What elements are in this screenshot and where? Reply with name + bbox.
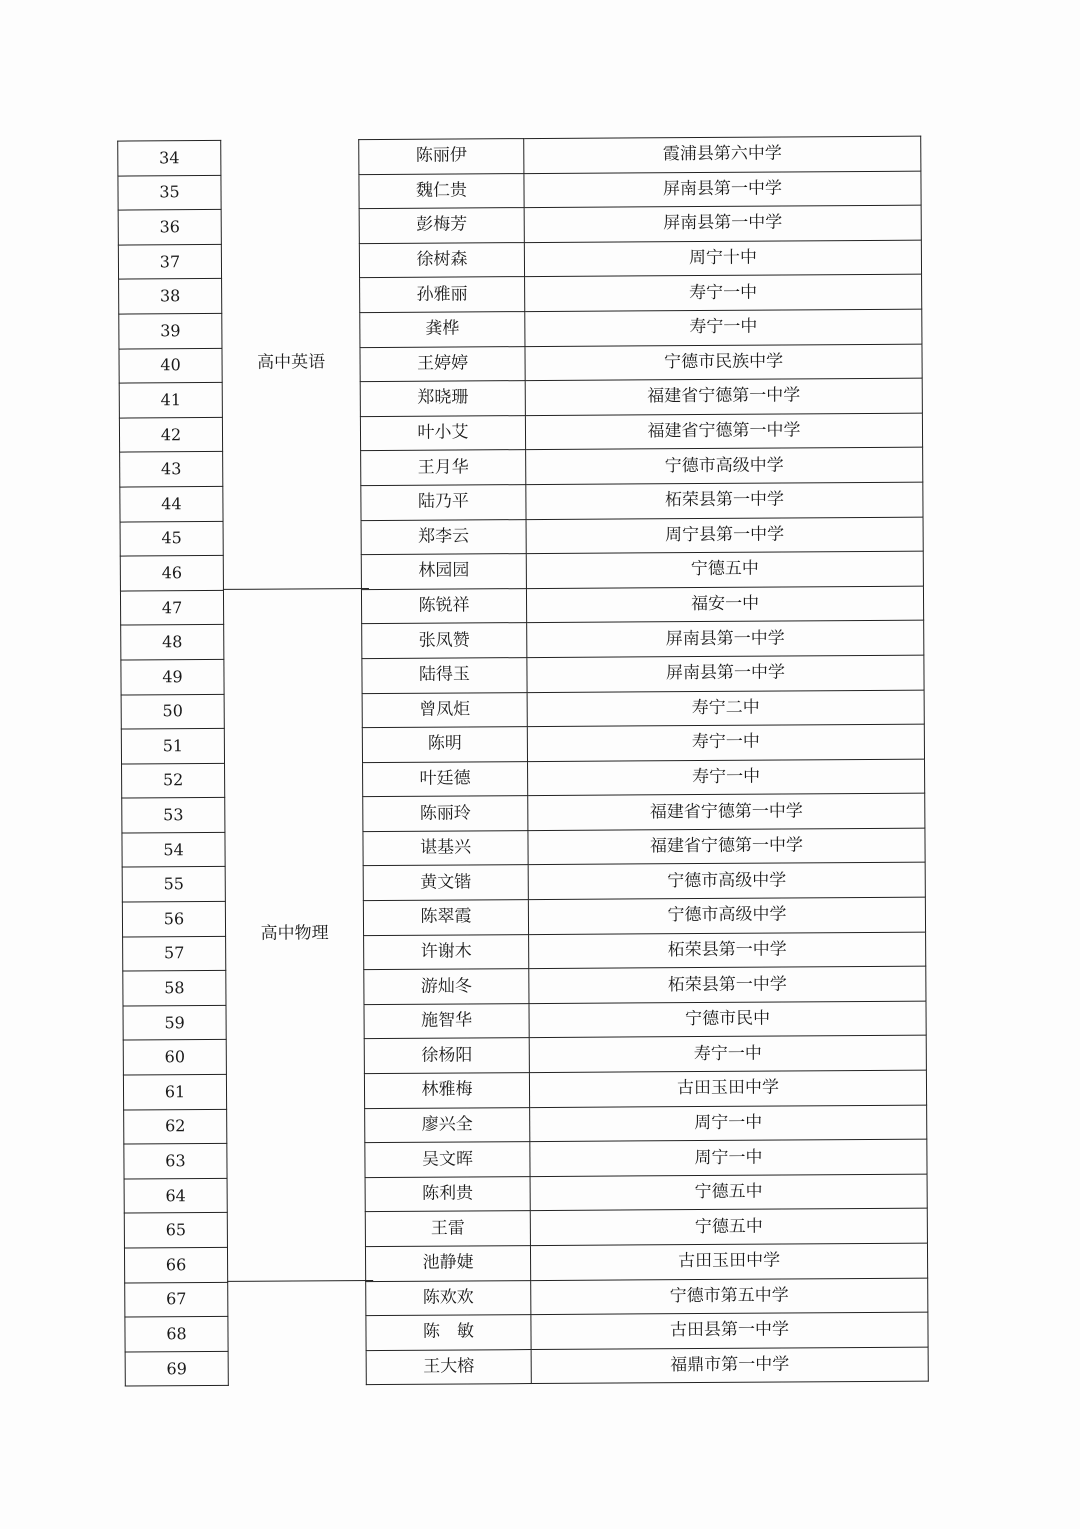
row-number: 43 bbox=[120, 452, 223, 487]
row-number: 67 bbox=[125, 1282, 228, 1317]
roster-body bbox=[118, 136, 929, 1386]
row-number: 64 bbox=[124, 1178, 227, 1213]
row-number: 39 bbox=[119, 313, 222, 348]
row-number: 41 bbox=[119, 383, 222, 418]
school-name: 屏南县第一中学 bbox=[527, 655, 924, 692]
row-number: 45 bbox=[120, 521, 223, 556]
teacher-name: 彭梅芳 bbox=[359, 208, 524, 244]
school-name: 宁德市高级中学 bbox=[528, 863, 925, 900]
teacher-name: 池静婕 bbox=[365, 1246, 530, 1282]
teacher-name: 黄文锴 bbox=[363, 865, 528, 901]
school-name: 屏南县第一中学 bbox=[524, 171, 921, 208]
school-name: 柘荣县第一中学 bbox=[526, 482, 923, 519]
teacher-name: 谌基兴 bbox=[363, 830, 528, 866]
teacher-name: 叶廷德 bbox=[363, 761, 528, 797]
table-row bbox=[120, 586, 923, 625]
school-name: 宁德市高级中学 bbox=[528, 897, 925, 934]
row-number: 65 bbox=[124, 1213, 227, 1248]
roster-table bbox=[117, 136, 929, 1387]
teacher-name: 徐树森 bbox=[359, 242, 524, 278]
teacher-name: 郑晓珊 bbox=[360, 381, 525, 417]
row-number: 47 bbox=[120, 590, 223, 625]
row-number: 69 bbox=[125, 1351, 228, 1386]
school-name: 寿宁一中 bbox=[525, 309, 922, 346]
school-name: 宁德市民中 bbox=[529, 1001, 926, 1038]
school-name: 宁德五中 bbox=[530, 1209, 927, 1246]
school-name: 周宁一中 bbox=[530, 1105, 927, 1142]
school-name: 福建省宁德第一中学 bbox=[525, 413, 922, 450]
row-number: 36 bbox=[118, 210, 221, 245]
school-name: 宁德五中 bbox=[530, 1174, 927, 1211]
school-name: 周宁十中 bbox=[524, 240, 921, 277]
teacher-name: 施智华 bbox=[364, 1003, 529, 1039]
row-number: 38 bbox=[119, 279, 222, 314]
teacher-name: 叶小艾 bbox=[360, 415, 525, 451]
school-name: 霞浦县第六中学 bbox=[524, 136, 921, 173]
teacher-name: 龚桦 bbox=[360, 312, 525, 348]
teacher-name: 陈欢欢 bbox=[366, 1280, 531, 1316]
teacher-name: 陈丽伊 bbox=[359, 139, 524, 175]
school-name: 福建省宁德第一中学 bbox=[528, 793, 925, 830]
row-number: 63 bbox=[124, 1144, 227, 1179]
teacher-name: 吴文晖 bbox=[365, 1142, 530, 1178]
teacher-name: 张凤赞 bbox=[362, 623, 527, 659]
teacher-name: 许谢木 bbox=[364, 934, 529, 970]
teacher-name: 陈 敏 bbox=[366, 1315, 531, 1351]
row-number: 55 bbox=[122, 867, 225, 902]
teacher-name: 王大榕 bbox=[366, 1349, 531, 1385]
school-name: 寿宁一中 bbox=[525, 275, 922, 312]
row-number: 34 bbox=[118, 140, 221, 175]
school-name: 福安一中 bbox=[526, 586, 923, 623]
school-name: 寿宁二中 bbox=[527, 690, 924, 727]
row-number: 44 bbox=[120, 486, 223, 521]
row-number: 51 bbox=[121, 729, 224, 764]
school-name: 宁德市高级中学 bbox=[526, 448, 923, 485]
row-number: 61 bbox=[123, 1074, 226, 1109]
subject-cell bbox=[223, 589, 365, 1282]
row-number: 35 bbox=[118, 175, 221, 210]
row-number: 40 bbox=[119, 348, 222, 383]
school-name: 柘荣县第一中学 bbox=[529, 932, 926, 969]
row-number: 59 bbox=[123, 1005, 226, 1040]
school-name: 宁德市第五中学 bbox=[531, 1278, 928, 1315]
teacher-name: 陈翠霞 bbox=[363, 900, 528, 936]
school-name: 福建省宁德第一中学 bbox=[525, 378, 922, 415]
row-number: 53 bbox=[122, 798, 225, 833]
teacher-name: 陆乃平 bbox=[361, 485, 526, 521]
subject-cell bbox=[228, 1281, 367, 1386]
subject-label: 高中物理 bbox=[260, 922, 329, 944]
teacher-name: 徐杨阳 bbox=[364, 1038, 529, 1074]
school-name: 古田县第一中学 bbox=[531, 1312, 928, 1349]
teacher-name: 廖兴全 bbox=[365, 1107, 530, 1143]
row-number: 52 bbox=[122, 763, 225, 798]
school-name: 屏南县第一中学 bbox=[527, 620, 924, 657]
school-name: 古田玉田中学 bbox=[530, 1243, 927, 1280]
row-number: 48 bbox=[121, 625, 224, 660]
teacher-name: 王婷婷 bbox=[360, 346, 525, 382]
school-name: 周宁县第一中学 bbox=[526, 517, 923, 554]
row-number: 50 bbox=[121, 694, 224, 729]
row-number: 56 bbox=[122, 901, 225, 936]
teacher-name: 游灿冬 bbox=[364, 969, 529, 1005]
table-row bbox=[118, 136, 921, 175]
row-number: 57 bbox=[123, 936, 226, 971]
teacher-name: 魏仁贵 bbox=[359, 173, 524, 209]
table-row bbox=[125, 1278, 928, 1317]
teacher-name: 郑李云 bbox=[361, 519, 526, 555]
teacher-name: 陈明 bbox=[362, 727, 527, 763]
row-number: 60 bbox=[123, 1040, 226, 1075]
row-number: 46 bbox=[120, 556, 223, 591]
teacher-name: 林雅梅 bbox=[364, 1073, 529, 1109]
row-number: 54 bbox=[122, 832, 225, 867]
school-name: 屏南县第一中学 bbox=[524, 205, 921, 242]
teacher-name: 陆得玉 bbox=[362, 657, 527, 693]
school-name: 寿宁一中 bbox=[527, 724, 924, 761]
subject-cell bbox=[221, 140, 362, 591]
teacher-name: 林园园 bbox=[361, 554, 526, 590]
teacher-name: 陈锐祥 bbox=[361, 588, 526, 624]
row-number: 42 bbox=[119, 417, 222, 452]
row-number: 37 bbox=[118, 244, 221, 279]
row-number: 49 bbox=[121, 659, 224, 694]
teacher-name: 孙雅丽 bbox=[360, 277, 525, 313]
school-name: 周宁一中 bbox=[530, 1139, 927, 1176]
school-name: 寿宁一中 bbox=[528, 759, 925, 796]
teacher-name: 王雷 bbox=[365, 1211, 530, 1247]
school-name: 福鼎市第一中学 bbox=[531, 1347, 928, 1384]
school-name: 寿宁一中 bbox=[529, 1036, 926, 1073]
teacher-name: 陈利贵 bbox=[365, 1176, 530, 1212]
school-name: 宁德五中 bbox=[526, 551, 923, 588]
school-name: 宁德市民族中学 bbox=[525, 344, 922, 381]
school-name: 福建省宁德第一中学 bbox=[528, 828, 925, 865]
school-name: 柘荣县第一中学 bbox=[529, 966, 926, 1003]
row-number: 62 bbox=[124, 1109, 227, 1144]
teacher-name: 王月华 bbox=[361, 450, 526, 486]
row-number: 58 bbox=[123, 971, 226, 1006]
row-number: 66 bbox=[124, 1247, 227, 1282]
school-name: 古田玉田中学 bbox=[529, 1070, 926, 1107]
teacher-name: 曾凤炬 bbox=[362, 692, 527, 728]
teacher-name: 陈丽玲 bbox=[363, 796, 528, 832]
subject-label: 高中英语 bbox=[257, 352, 326, 373]
row-number: 68 bbox=[125, 1317, 228, 1352]
